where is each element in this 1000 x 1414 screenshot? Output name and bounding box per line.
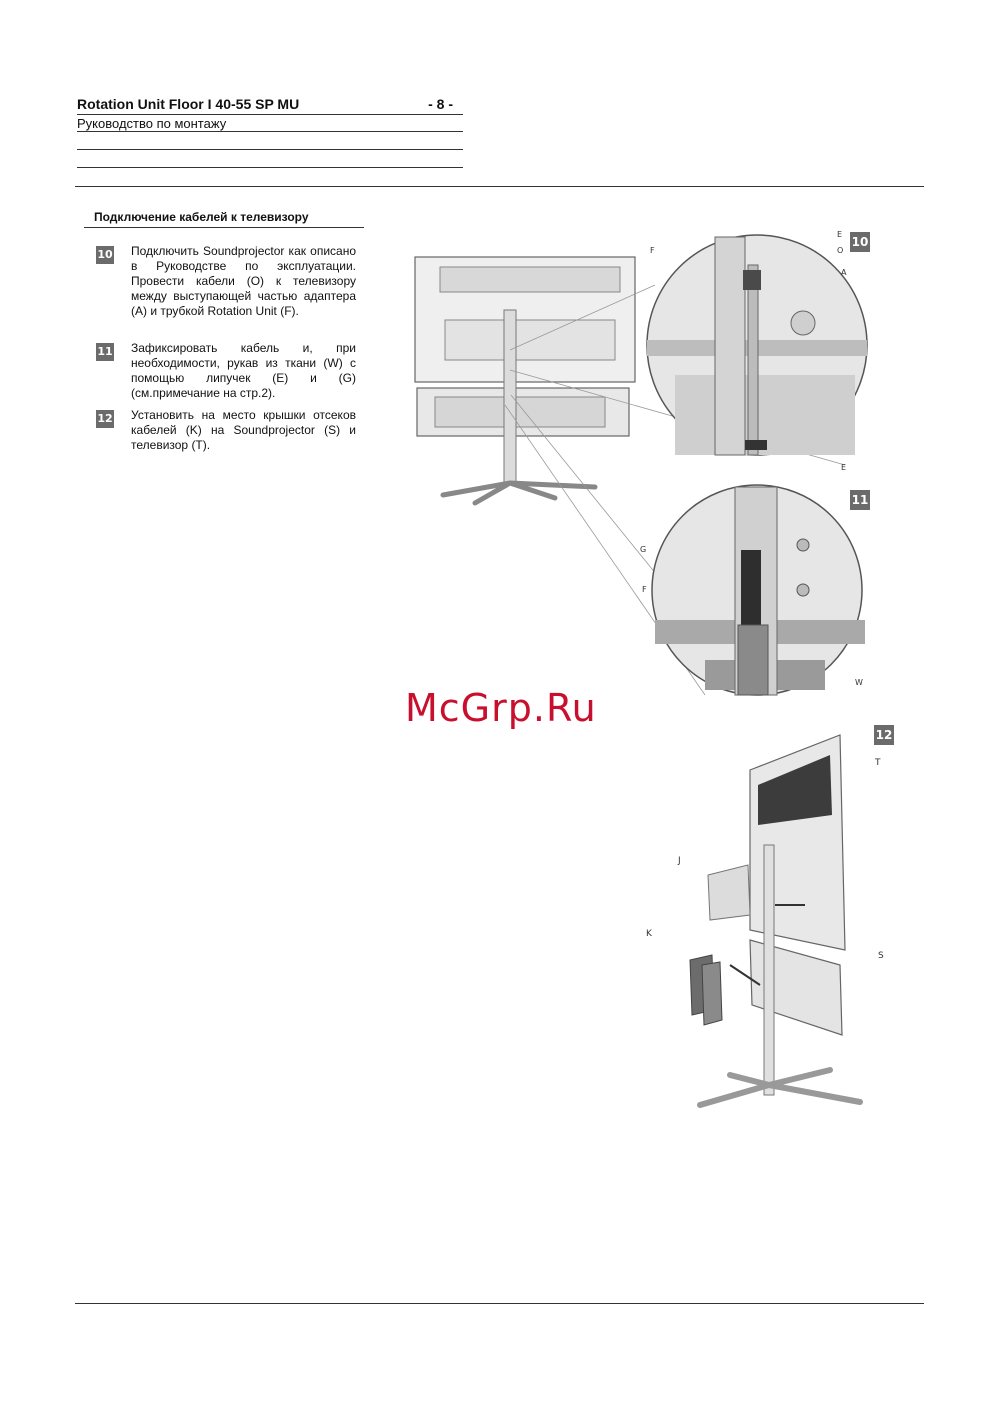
label-E: E — [837, 230, 843, 239]
watermark-text: McGrp.Ru — [405, 686, 597, 730]
figure-badge-10: 10 — [850, 232, 870, 252]
section-heading: Подключение кабелей к телевизору — [84, 210, 364, 228]
label-W: W — [855, 678, 863, 687]
document-title-row — [77, 96, 463, 115]
step-text: Зафиксировать кабель и, при необходимости, рукав из ткани (W) с помощью липучек (E) и (G) (см.примечание на стр.2). — [131, 341, 356, 400]
footer-divider — [75, 1303, 924, 1304]
label-F: F — [642, 585, 647, 594]
label-S: S — [878, 951, 884, 961]
step-number-badge: 12 — [96, 410, 114, 428]
soundprojector-panel — [435, 397, 605, 427]
label-F: F — [650, 246, 655, 255]
detail-view-10 — [647, 235, 867, 455]
document-subtitle: Руководство по монтажу — [77, 116, 463, 132]
label-J: J — [678, 856, 681, 866]
tv-vent-area — [440, 267, 620, 292]
detail-view-11 — [652, 485, 865, 695]
label-E: E — [841, 463, 847, 472]
figure-badge-12: 12 — [874, 725, 894, 745]
illustration-cable-covers — [630, 730, 900, 1110]
step-text: Установить на место крышки отсеков кабелей (K) на Soundprojector (S) и телевизор (T). — [131, 408, 356, 452]
illustration-cable-routing — [405, 225, 875, 705]
page-number: - 8 - — [428, 96, 453, 112]
step-number-badge: 10 — [96, 246, 114, 264]
stand-base — [443, 483, 595, 503]
step-text: Подключить Soundprojector как описано в Руководстве по эксплуатации. Провести кабели (O) к телевизору между выступающей частью адаптера (A) и трубкой Rotation Unit (F). — [131, 244, 356, 318]
step-number-badge: 11 — [96, 343, 114, 361]
stand-column — [504, 310, 516, 485]
label-K: K — [646, 929, 652, 939]
document-title: Rotation Unit Floor I 40-55 SP MU — [77, 96, 300, 112]
stand-column — [764, 845, 774, 1095]
label-A: A — [841, 268, 847, 277]
tv-connector-area — [445, 320, 615, 360]
cable-cover-K2 — [702, 962, 722, 1025]
step-12 — [96, 408, 356, 453]
cable-cover-J — [708, 865, 750, 920]
label-O: O — [837, 246, 844, 255]
step-10 — [96, 244, 356, 319]
label-G: G — [640, 545, 647, 554]
figure-badge-11: 11 — [850, 490, 870, 510]
label-T: T — [875, 758, 881, 768]
header-rule — [77, 149, 463, 150]
header-rule — [77, 167, 463, 168]
stand-base — [700, 1070, 860, 1105]
step-11 — [96, 341, 356, 401]
header-divider — [75, 186, 924, 187]
